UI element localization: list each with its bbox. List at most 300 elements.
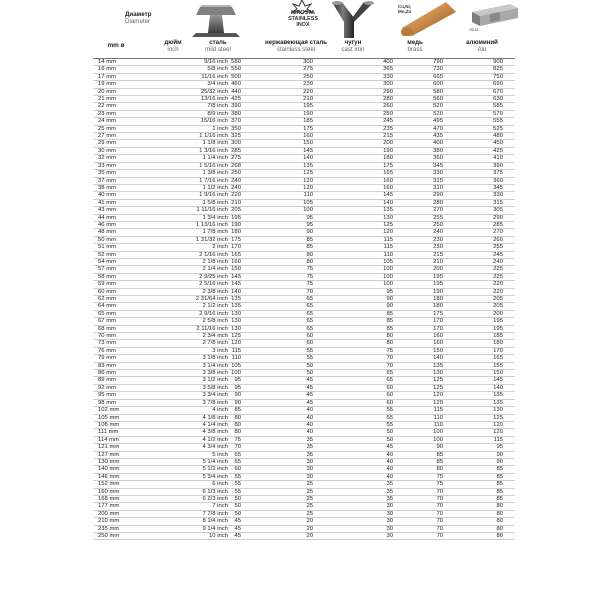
diameter-inch-cell: 7 7/8 inch bbox=[202, 510, 228, 517]
stainless-steel-cell: 75 bbox=[306, 281, 313, 288]
diameter-inch-cell: 1 5/16 inch bbox=[199, 162, 228, 169]
stainless-steel-cell: 80 bbox=[306, 251, 313, 258]
mild-steel-cell: 80 bbox=[234, 414, 241, 421]
table-row bbox=[93, 185, 515, 192]
diameter-inch-cell: 3 3/4 inch bbox=[202, 392, 228, 399]
table-row bbox=[93, 252, 515, 259]
stainless-steel-cell: 190 bbox=[303, 110, 313, 117]
diameter-mm-cell: 146 mm bbox=[98, 473, 120, 480]
alu-cell: 220 bbox=[493, 288, 503, 295]
diameter-mm-cell: 14 mm bbox=[98, 59, 117, 65]
diameter-inch-cell: 2 3/8 inch bbox=[202, 288, 228, 295]
diameter-mm-cell: 43 mm bbox=[98, 207, 117, 214]
alu-cell: 80 bbox=[496, 518, 503, 525]
cast-iron-cell: 100 bbox=[383, 266, 393, 273]
brass-cell: 495 bbox=[433, 118, 443, 125]
diameter-mm-cell: 38 mm bbox=[98, 184, 117, 191]
diameter-mm-cell: 89 mm bbox=[98, 377, 117, 384]
stainless-steel-cell: 275 bbox=[303, 66, 313, 73]
cast-iron-cell: 300 bbox=[383, 81, 393, 88]
diameter-inch-cell: 1 9/16 inch bbox=[199, 192, 228, 199]
brass-cell: 790 bbox=[433, 59, 443, 65]
brass-cell: 230 bbox=[433, 236, 443, 243]
alu-cell: 130 bbox=[493, 407, 503, 414]
brass-cell: 70 bbox=[436, 510, 443, 517]
diameter-mm-cell: 73 mm bbox=[98, 340, 117, 347]
stainless-steel-cell: 80 bbox=[306, 258, 313, 265]
stainless-steel-cell: 35 bbox=[306, 436, 313, 443]
diameter-mm-cell: 60 mm bbox=[98, 288, 117, 295]
diameter-inch-cell: 8/9 inch bbox=[207, 110, 228, 117]
stainless-steel-cell: 20 bbox=[306, 518, 313, 525]
diameter-inch-cell: 5 1/4 inch bbox=[202, 458, 228, 465]
cast-iron-cell: 100 bbox=[383, 273, 393, 280]
diameter-mm-cell: 98 mm bbox=[98, 399, 117, 406]
brass-cell: 270 bbox=[433, 207, 443, 214]
table-row bbox=[93, 81, 515, 88]
table-row bbox=[93, 511, 515, 518]
diameter-mm-cell: 152 mm bbox=[98, 481, 120, 488]
alu-cell: 205 bbox=[493, 303, 503, 310]
mild-steel-cell: 45 bbox=[234, 533, 241, 539]
cast-iron-cell: 160 bbox=[383, 177, 393, 184]
table-row bbox=[93, 444, 515, 451]
brass-cell: 560 bbox=[433, 96, 443, 103]
stainless-steel-cell: 230 bbox=[303, 81, 313, 88]
table-row bbox=[93, 437, 515, 444]
cast-iron-cell: 245 bbox=[383, 118, 393, 125]
brass-cell: 290 bbox=[433, 192, 443, 199]
diameter-inch-cell: 3 7/8 inch bbox=[202, 399, 228, 406]
alu-cell: 125 bbox=[493, 414, 503, 421]
cast-iron-cell: 40 bbox=[386, 466, 393, 473]
brass-cell: 120 bbox=[433, 399, 443, 406]
col-head-stainless-ru: нержавеющая сталь bbox=[265, 39, 327, 46]
alu-cell: 185 bbox=[493, 333, 503, 340]
alu-cell: 330 bbox=[493, 192, 503, 199]
brass-cell: 240 bbox=[433, 229, 443, 236]
table-row bbox=[93, 466, 515, 473]
mild-steel-cell: 150 bbox=[231, 266, 241, 273]
alu-cell: 375 bbox=[493, 170, 503, 177]
diameter-mm-cell: 79 mm bbox=[98, 355, 117, 362]
diameter-inch-cell: 2 3/4 inch bbox=[202, 333, 228, 340]
alu-cell: 165 bbox=[493, 355, 503, 362]
diameter-inch-cell: 4 3/8 inch bbox=[202, 429, 228, 436]
alu-cell: 80 bbox=[496, 533, 503, 539]
cast-iron-cell: 330 bbox=[383, 73, 393, 80]
mild-steel-cell: 210 bbox=[231, 199, 241, 206]
diameter-inch-cell: 3 inch bbox=[212, 347, 228, 354]
diameter-mm-cell: 30 mm bbox=[98, 147, 117, 154]
stainless-steel-cell: 20 bbox=[306, 525, 313, 532]
alu-cell: 135 bbox=[493, 399, 503, 406]
mild-steel-cell: 160 bbox=[231, 258, 241, 265]
diameter-inch-cell: 1 1/8 inch bbox=[202, 140, 228, 147]
mild-steel-cell: 125 bbox=[231, 333, 241, 340]
diameter-inch-cell: 4 inch bbox=[212, 407, 228, 414]
stainless-steel-cell: 45 bbox=[306, 392, 313, 399]
diameter-inch-cell: 11/16 inch bbox=[201, 73, 228, 80]
alu-cell: 305 bbox=[493, 207, 503, 214]
mild-steel-cell: 300 bbox=[231, 140, 241, 147]
diameter-mm-cell: 54 mm bbox=[98, 258, 117, 265]
mild-steel-cell: 140 bbox=[231, 288, 241, 295]
stainless-steel-cell: 85 bbox=[306, 244, 313, 251]
mild-steel-cell: 55 bbox=[234, 473, 241, 480]
table-row bbox=[93, 266, 515, 273]
diameter-inch-cell: 2 9/25 inch bbox=[199, 273, 228, 280]
cast-iron-cell: 60 bbox=[386, 384, 393, 391]
table-row bbox=[93, 429, 515, 436]
diameter-mm-cell: 111 mm bbox=[98, 429, 119, 436]
mild-steel-cell: 145 bbox=[231, 281, 241, 288]
brass-cell: 75 bbox=[436, 473, 443, 480]
stainless-steel-cell: 65 bbox=[306, 325, 313, 332]
table-row bbox=[93, 229, 515, 236]
cast-iron-cell: 140 bbox=[383, 199, 393, 206]
brass-cell: 125 bbox=[433, 377, 443, 384]
stainless-steel-cell: 25 bbox=[306, 488, 313, 495]
stainless-steel-cell: 60 bbox=[306, 333, 313, 340]
mild-steel-cell: 190 bbox=[231, 221, 241, 228]
table-row bbox=[93, 170, 515, 177]
mild-steel-cell: 65 bbox=[234, 451, 241, 458]
diameter-mm-cell: 59 mm bbox=[98, 281, 117, 288]
diameter-mm-cell: 21 mm bbox=[98, 96, 117, 103]
diameter-inch-cell: 3 3/8 inch bbox=[202, 370, 228, 377]
table-row bbox=[93, 422, 515, 429]
brass-cell: 75 bbox=[436, 481, 443, 488]
table-row bbox=[93, 348, 515, 355]
cast-iron-cell: 130 bbox=[383, 214, 393, 221]
mild-steel-cell: 580 bbox=[231, 59, 241, 65]
brass-cell: 100 bbox=[433, 436, 443, 443]
col-head-inch bbox=[148, 40, 198, 54]
diameter-mm-cell: 27 mm bbox=[98, 133, 117, 140]
table-row bbox=[93, 333, 515, 340]
mild-steel-cell: 195 bbox=[231, 214, 241, 221]
stainless-steel-cell: 65 bbox=[306, 318, 313, 325]
diameter-mm-cell: 68 mm bbox=[98, 325, 117, 332]
alu-cell: 85 bbox=[496, 466, 503, 473]
diameter-mm-cell: 108 mm bbox=[98, 421, 120, 428]
mild-steel-cell: 135 bbox=[231, 296, 241, 302]
diameter-inch-cell: 1 1/2 inch bbox=[202, 184, 228, 191]
table-row bbox=[93, 126, 515, 133]
stainless-steel-cell: 45 bbox=[306, 377, 313, 384]
col-head-cast-iron-en: cast iron bbox=[341, 45, 365, 53]
table-row bbox=[93, 474, 515, 481]
brass-cell: 120 bbox=[433, 392, 443, 399]
cast-iron-cell: 250 bbox=[383, 110, 393, 117]
brass-cell: 230 bbox=[433, 244, 443, 251]
stainless-steel-cell: 95 bbox=[306, 221, 313, 228]
col-head-mild-steel-en: mild steel bbox=[205, 45, 231, 53]
alu-cell: 80 bbox=[496, 510, 503, 517]
alu-cell: 95 bbox=[496, 444, 503, 451]
diameter-inch-cell: 3 1/8 inch bbox=[202, 355, 228, 362]
diameter-mm-cell: 52 mm bbox=[98, 251, 117, 258]
stainless-steel-cell: 40 bbox=[306, 429, 313, 436]
table-row bbox=[93, 326, 515, 333]
diameter-inch-cell: 1 5/8 inch bbox=[202, 199, 228, 206]
mild-steel-cell: 460 bbox=[231, 81, 241, 88]
diameter-mm-cell: 33 mm bbox=[98, 162, 117, 169]
diameter-inch-cell: 2 inch bbox=[212, 244, 228, 251]
diameter-inch-cell: 2 5/16 inch bbox=[199, 281, 228, 288]
table-row bbox=[93, 370, 515, 377]
alu-cell: 360 bbox=[493, 177, 503, 184]
cast-iron-cell: 180 bbox=[383, 155, 393, 162]
col-head-mm: mm ø bbox=[107, 42, 125, 49]
diameter-mm-cell: 86 mm bbox=[98, 370, 117, 377]
brass-cell: 70 bbox=[436, 518, 443, 525]
alu-cell: 555 bbox=[493, 118, 503, 125]
alu-cell: 205 bbox=[493, 296, 503, 302]
cast-iron-cell: 120 bbox=[383, 229, 393, 236]
table-row bbox=[93, 363, 515, 370]
diameter-mm-cell: 235 mm bbox=[98, 525, 120, 532]
diameter-inch-cell: 5/8 inch bbox=[207, 66, 228, 73]
stainless-steel-cell: 25 bbox=[306, 495, 313, 502]
diameter-inch-cell: 1 31/32 inch bbox=[195, 236, 228, 243]
cast-iron-cell: 365 bbox=[383, 66, 393, 73]
diameter-mm-cell: 160 mm bbox=[98, 488, 120, 495]
stainless-steel-cell: 135 bbox=[303, 162, 313, 169]
brass-cell: 345 bbox=[433, 162, 443, 169]
stainless-steel-cell: 95 bbox=[306, 214, 313, 221]
cast-iron-cell: 280 bbox=[383, 96, 393, 103]
diameter-inch-cell: 4 3/4 inch bbox=[202, 444, 228, 451]
diameter-mm-cell: 130 mm bbox=[98, 458, 120, 465]
table-row bbox=[93, 340, 515, 347]
brass-cell: 110 bbox=[433, 414, 443, 421]
diameter-inch-cell: 4 1/4 inch bbox=[202, 421, 228, 428]
stainless-steel-cell: 50 bbox=[306, 362, 313, 369]
stainless-steel-cell: 120 bbox=[303, 177, 313, 184]
brass-cell: 160 bbox=[433, 333, 443, 340]
table-row bbox=[93, 96, 515, 103]
table-row bbox=[93, 289, 515, 296]
diameter-mm-cell: 25 mm bbox=[98, 125, 117, 132]
mild-steel-cell: 55 bbox=[234, 481, 241, 488]
alu-cell: 85 bbox=[496, 473, 503, 480]
brass-cell: 85 bbox=[436, 458, 443, 465]
diameter-mm-cell: 95 mm bbox=[98, 392, 117, 399]
mild-steel-cell: 130 bbox=[231, 310, 241, 317]
cast-iron-cell: 175 bbox=[383, 162, 393, 169]
diameter-mm-cell: 44 mm bbox=[98, 214, 117, 221]
diameter-mm-cell: 92 mm bbox=[98, 384, 117, 391]
diameter-mm-cell: 24 mm bbox=[98, 118, 117, 125]
brass-cell: 600 bbox=[433, 81, 443, 88]
mild-steel-cell: 135 bbox=[231, 303, 241, 310]
diameter-mm-cell: 105 mm bbox=[98, 414, 120, 421]
alu-cell: 155 bbox=[493, 362, 503, 369]
brass-cell: 730 bbox=[433, 66, 443, 73]
cast-iron-cell: 160 bbox=[383, 184, 393, 191]
cast-iron-cell: 60 bbox=[386, 392, 393, 399]
cast-iron-cell: 215 bbox=[383, 133, 393, 140]
mild-steel-cell: 50 bbox=[234, 495, 241, 502]
diameter-caption bbox=[125, 12, 151, 25]
diameter-mm-cell: 37 mm bbox=[98, 177, 117, 184]
stainless-steel-cell: 75 bbox=[306, 266, 313, 273]
brass-cell: 80 bbox=[436, 466, 443, 473]
table-row bbox=[93, 200, 515, 207]
stainless-steel-cell: 220 bbox=[303, 88, 313, 95]
cast-iron-cell: 35 bbox=[386, 488, 393, 495]
col-head-brass bbox=[395, 40, 435, 54]
mild-steel-cell: 205 bbox=[231, 207, 241, 214]
cast-iron-cell: 65 bbox=[386, 377, 393, 384]
diameter-inch-cell: 1 7/8 inch bbox=[202, 229, 228, 236]
table-row bbox=[93, 237, 515, 244]
mild-steel-cell: 145 bbox=[231, 273, 241, 280]
cast-iron-cell: 90 bbox=[386, 303, 393, 310]
diameter-mm-cell: 17 mm bbox=[98, 73, 117, 80]
alu-cell: 195 bbox=[493, 325, 503, 332]
col-head-brass-en: brass bbox=[407, 45, 423, 53]
mild-steel-cell: 170 bbox=[231, 244, 241, 251]
diameter-inch-cell: 2 1/2 inch bbox=[202, 303, 228, 310]
alu-cell: 120 bbox=[493, 421, 503, 428]
brass-rod-icon bbox=[398, 0, 460, 36]
diameter-mm-cell: 83 mm bbox=[98, 362, 117, 369]
mild-steel-cell: 90 bbox=[234, 392, 241, 399]
diameter-inch-cell: 1 3/4 inch bbox=[202, 214, 228, 221]
diameter-inch-cell: 1 7/16 inch bbox=[199, 177, 228, 184]
stainless-steel-cell: 30 bbox=[306, 458, 313, 465]
diameter-inch-cell: 2 5/8 inch bbox=[202, 318, 228, 325]
diameter-mm-cell: 200 mm bbox=[98, 510, 120, 517]
stainless-steel-cell: 195 bbox=[303, 103, 313, 110]
mild-steel-cell: 268 bbox=[231, 162, 241, 169]
alu-cell: 120 bbox=[493, 429, 503, 436]
mild-steel-cell: 95 bbox=[234, 377, 241, 384]
table-row bbox=[93, 140, 515, 147]
diameter-inch-cell: 3 5/8 inch bbox=[202, 384, 228, 391]
brass-cell: 195 bbox=[433, 273, 443, 280]
cast-iron-cell: 65 bbox=[386, 370, 393, 377]
diameter-inch-cell: 6 2/3 inch bbox=[202, 495, 228, 502]
diameter-mm-cell: 23 mm bbox=[98, 110, 117, 117]
cast-iron-cell: 105 bbox=[383, 258, 393, 265]
mild-steel-cell: 90 bbox=[234, 399, 241, 406]
diameter-mm-cell: 48 mm bbox=[98, 229, 117, 236]
mild-steel-cell: 180 bbox=[231, 229, 241, 236]
mild-steel-cell: 130 bbox=[231, 325, 241, 332]
col-head-mild-steel-ru: сталь bbox=[209, 39, 227, 46]
stainless-steel-cell: 30 bbox=[306, 466, 313, 473]
col-head-stainless-en: stainless steel bbox=[276, 45, 316, 53]
table-row bbox=[93, 503, 515, 510]
mild-steel-cell: 105 bbox=[231, 362, 241, 369]
stainless-steel-cell: 145 bbox=[303, 147, 313, 154]
alu-cell: 240 bbox=[493, 258, 503, 265]
diameter-mm-cell: 140 mm bbox=[98, 466, 120, 473]
diameter-mm-cell: 102 mm bbox=[98, 407, 120, 414]
stainless-steel-cell: 120 bbox=[303, 184, 313, 191]
stainless-steel-cell: 65 bbox=[306, 296, 313, 302]
table-row bbox=[93, 355, 515, 362]
diameter-inch-cell: 2 9/16 inch bbox=[199, 310, 228, 317]
brass-cell: 200 bbox=[433, 266, 443, 273]
table-row bbox=[93, 222, 515, 229]
cast-iron-cell: 80 bbox=[386, 333, 393, 340]
cast-iron-cell: 85 bbox=[386, 318, 393, 325]
cast-iron-cell: 45 bbox=[386, 444, 393, 451]
diameter-inch-cell: 25/32 inch bbox=[200, 88, 228, 95]
stainless-steel-cell: 55 bbox=[306, 355, 313, 362]
cast-iron-cell: 50 bbox=[386, 429, 393, 436]
table-row bbox=[93, 518, 515, 525]
speed-table bbox=[93, 59, 515, 540]
stainless-steel-cell: 150 bbox=[303, 140, 313, 147]
col-head-alu-ru: алюминий bbox=[466, 39, 498, 46]
cast-iron-cell: 290 bbox=[383, 88, 393, 95]
brass-cell: 170 bbox=[433, 318, 443, 325]
stainless-caption-line3: INOX bbox=[296, 21, 310, 28]
alu-cell: 85 bbox=[496, 495, 503, 502]
brass-cell: 215 bbox=[433, 251, 443, 258]
diameter-mm-cell: 35 mm bbox=[98, 170, 117, 177]
diameter-mm-cell: 114 mm bbox=[98, 436, 119, 443]
diameter-mm-cell: 20 mm bbox=[98, 88, 117, 95]
mild-steel-cell: 165 bbox=[231, 251, 241, 258]
diameter-inch-cell: 1 3/16 inch bbox=[199, 147, 228, 154]
stainless-steel-cell: 160 bbox=[303, 133, 313, 140]
diameter-inch-cell: 2 1/16 inch bbox=[199, 251, 228, 258]
alu-cell: 255 bbox=[493, 244, 503, 251]
diameter-caption-ru: Диаметр bbox=[125, 11, 152, 18]
brass-cell: 195 bbox=[433, 281, 443, 288]
brass-cell: 130 bbox=[433, 370, 443, 377]
table-row bbox=[93, 74, 515, 81]
diameter-inch-cell: 1 3/8 inch bbox=[202, 170, 228, 177]
table-row bbox=[93, 311, 515, 318]
diameter-inch-cell: 9 1/4 inch bbox=[202, 525, 228, 532]
brass-cell: 580 bbox=[433, 88, 443, 95]
brass-cell: 100 bbox=[433, 429, 443, 436]
stainless-steel-cell: 100 bbox=[303, 207, 313, 214]
mild-steel-cell: 80 bbox=[234, 421, 241, 428]
brass-cell: 280 bbox=[433, 199, 443, 206]
stainless-steel-cell: 125 bbox=[303, 170, 313, 177]
table-row bbox=[93, 207, 515, 214]
diameter-mm-cell: 57 mm bbox=[98, 266, 117, 273]
col-head-stainless bbox=[250, 40, 342, 54]
cast-iron-cell: 80 bbox=[386, 340, 393, 347]
cast-iron-cell: 35 bbox=[386, 481, 393, 488]
alu-caption: ALU bbox=[469, 28, 479, 33]
col-head-brass-ru: медь bbox=[407, 39, 423, 46]
alu-cell: 825 bbox=[493, 66, 503, 73]
brass-cell: 190 bbox=[433, 288, 443, 295]
diameter-mm-cell: 64 mm bbox=[98, 303, 117, 310]
table-row bbox=[93, 59, 515, 66]
diameter-inch-cell: 13/16 inch bbox=[200, 96, 228, 103]
mild-steel-cell: 45 bbox=[234, 525, 241, 532]
table-row bbox=[93, 496, 515, 503]
brass-cell: 330 bbox=[433, 170, 443, 177]
mild-steel-cell: 110 bbox=[231, 355, 241, 362]
brass-cell: 520 bbox=[433, 110, 443, 117]
mild-steel-cell: 50 bbox=[234, 503, 241, 510]
alu-cell: 180 bbox=[493, 340, 503, 347]
table-row bbox=[93, 385, 515, 392]
